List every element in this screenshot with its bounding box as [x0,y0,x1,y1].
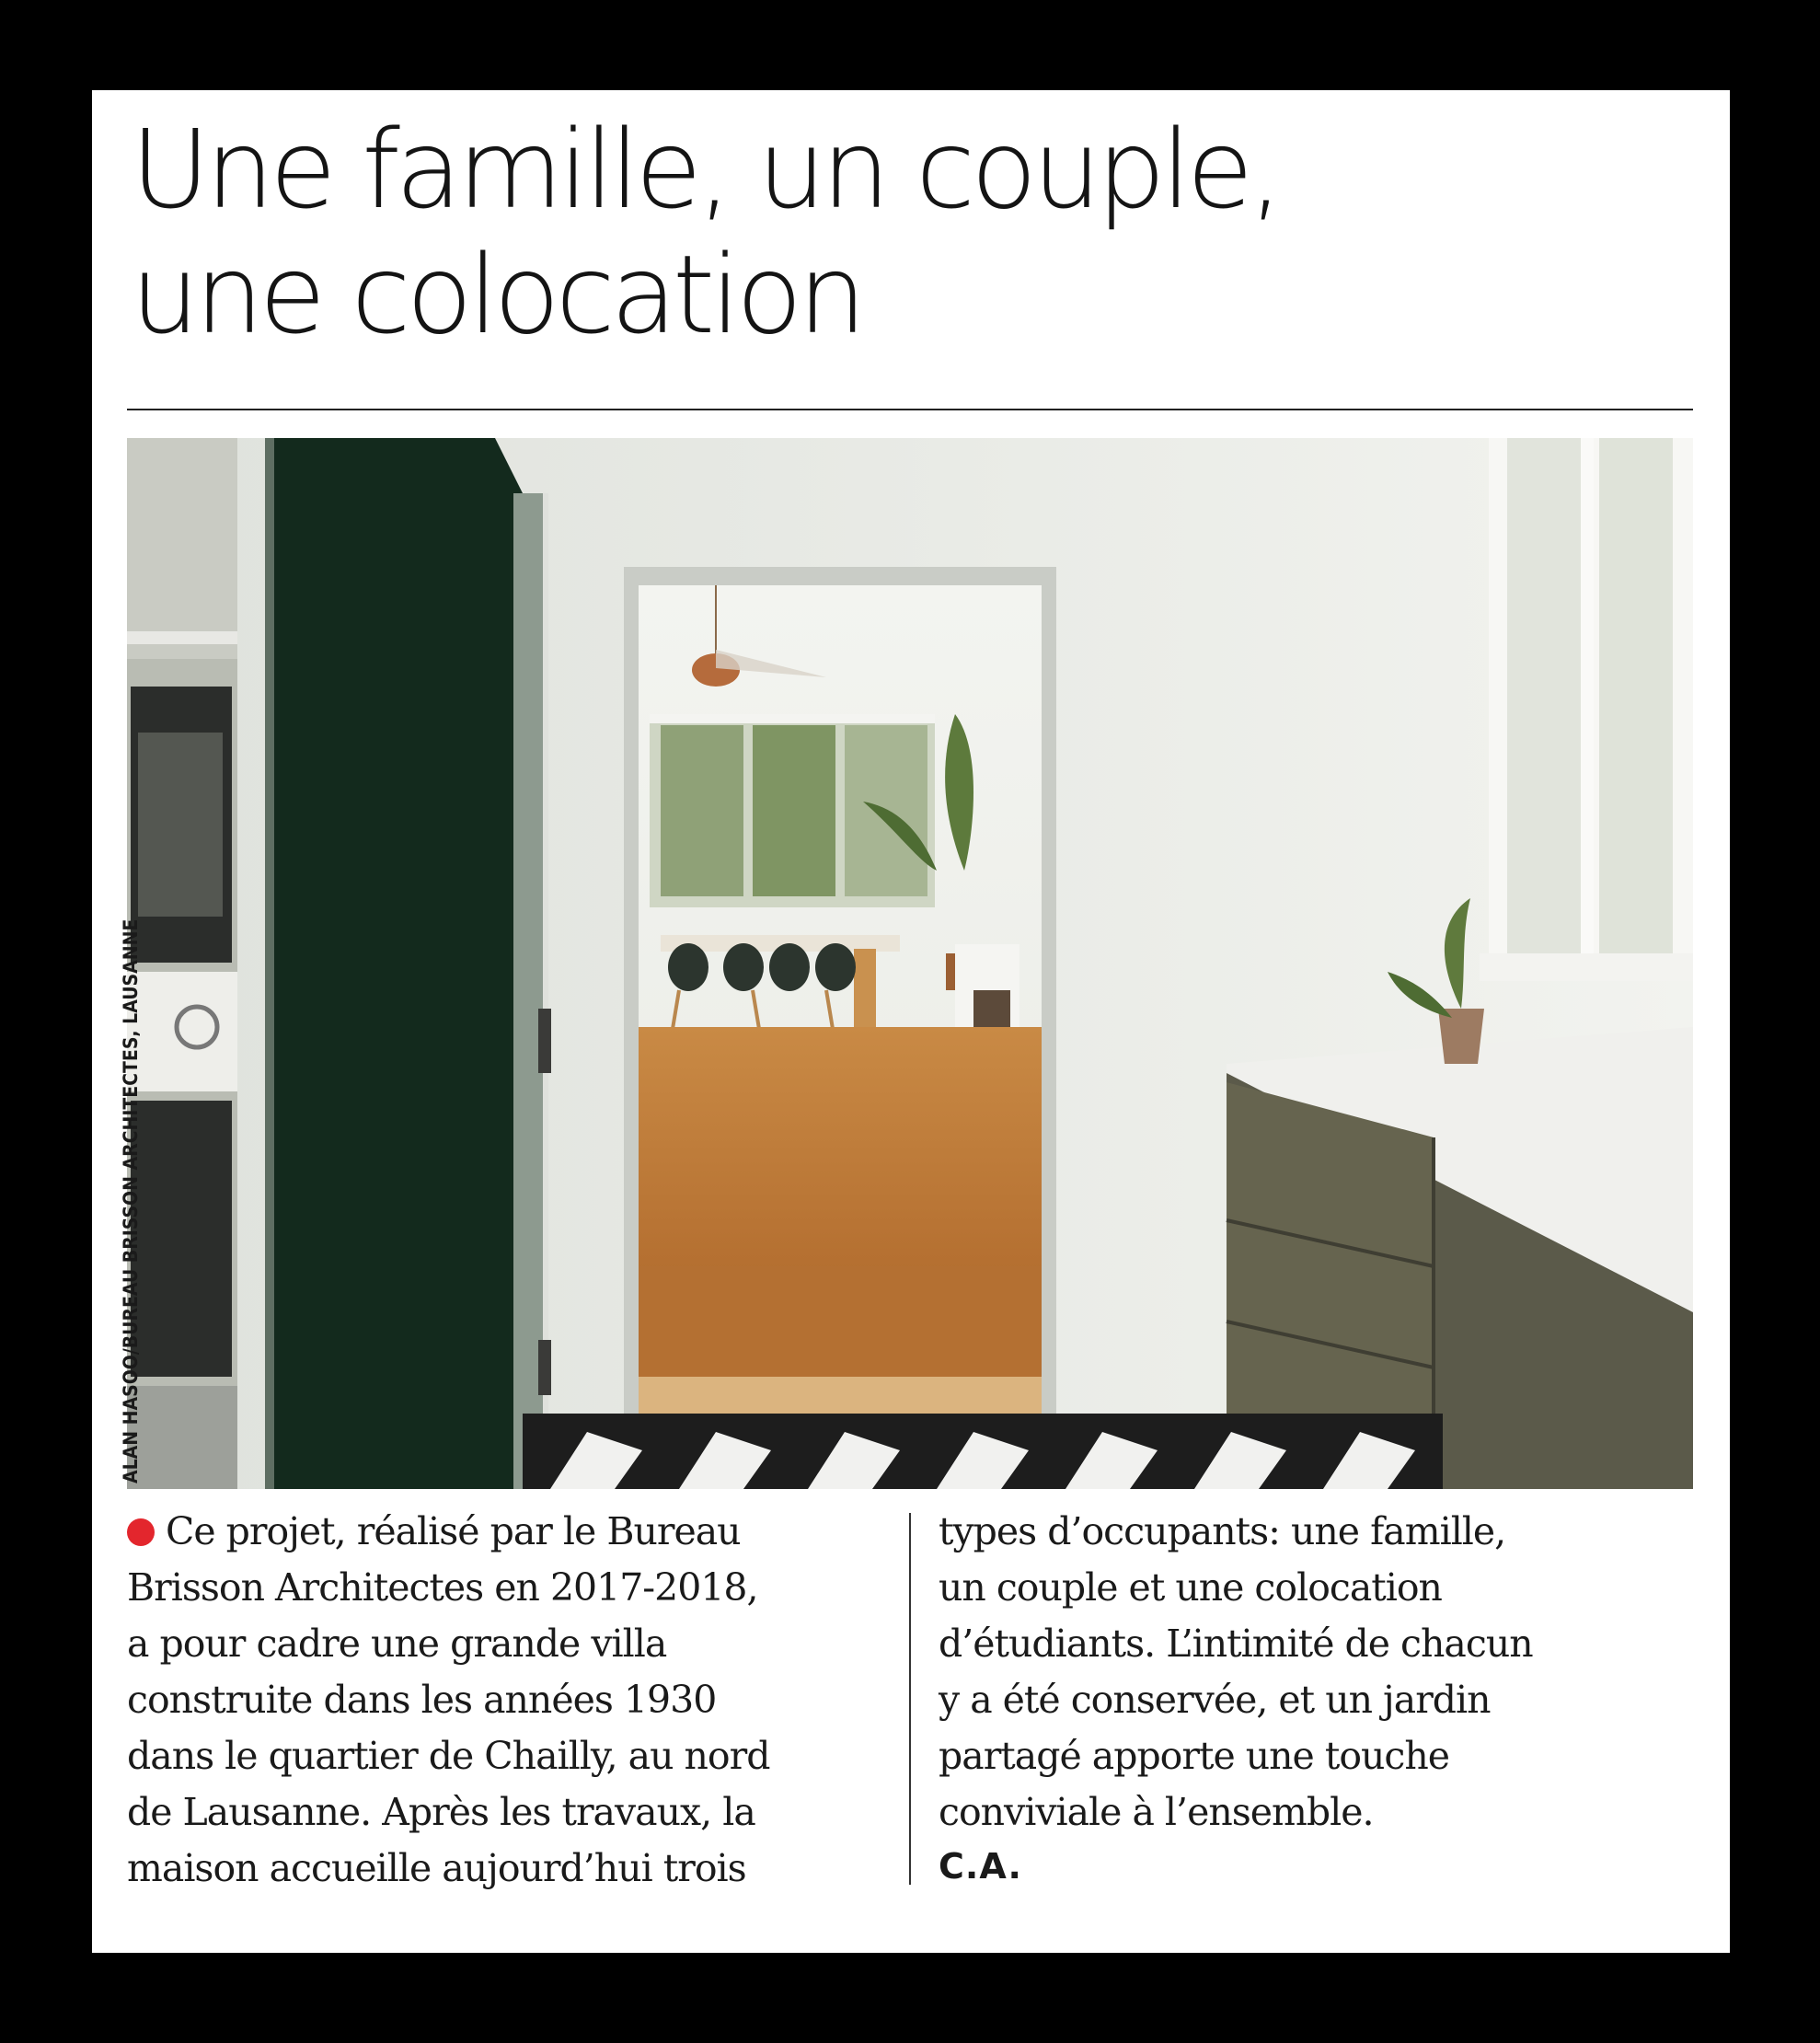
headline-line: une colocation [131,231,862,358]
body-line: Ce projet, réalisé par le Bureau [127,1504,872,1560]
body-line: de Lausanne. Après les travaux, la [127,1790,755,1834]
headline-line: Une famille, un couple, [131,106,1279,233]
red-bullet-icon [127,1518,155,1546]
photo-credit: ALAN HASOO/BUREAU BRISSON ARCHITECTES, LAUSANNE [120,918,142,1483]
body-column-left [127,1504,872,1897]
body-column-right [939,1504,1684,1892]
body-line: d’étudiants. L’intimité de chacun [939,1622,1533,1666]
body-line: y a été conservée, et un jardin [939,1678,1491,1722]
body-line: partagé apporte une touche [939,1734,1450,1778]
headline [131,107,1695,357]
body-line: dans le quartier de Chailly, au nord [127,1734,770,1778]
body-line: types d’occupants: une famille, [939,1509,1506,1553]
headline-rule [127,409,1693,410]
body-line: Brisson Architectes en 2017-2018, [127,1565,758,1610]
author-initials: C.A. [939,1846,1022,1887]
body-line: construite dans les années 1930 [127,1678,717,1722]
body-line: un couple et une colocation [939,1565,1442,1610]
body-line: a pour cadre une grande villa [127,1622,667,1666]
body-line: conviviale à l’ensemble. [939,1790,1374,1834]
body-line: maison accueille aujourd’hui trois [127,1846,746,1890]
kitchen-photo [127,438,1693,1489]
column-divider [909,1513,911,1885]
magazine-page [92,90,1730,1953]
